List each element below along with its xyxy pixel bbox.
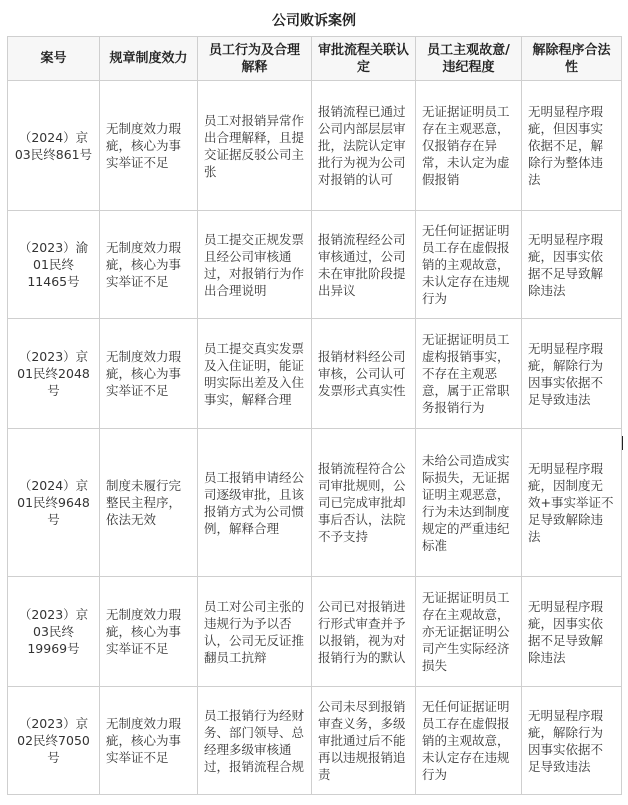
text-cursor [622,436,623,450]
approval-cell: 报销流程符合公司审批规则，公司已完成审批却事后否认，法院不予支持 [312,429,416,577]
approval-cell: 公司已对报销进行形式审查并予以报销，视为对报销行为的默认 [312,577,416,687]
intent-cell: 无任何证据证明员工存在虚假报销的主观故意，未认定存在违规行为 [416,687,522,795]
table-row [8,211,622,319]
case-number-cell: （2023）京01民终2048号 [8,319,100,429]
approval-cell: 报销流程经公司审核通过，公司未在审批阶段提出异议 [312,211,416,319]
table-header-row [8,37,622,81]
approval-cell: 报销材料经公司审核，公司认可发票形式真实性 [312,319,416,429]
table-row [8,687,622,795]
procedure-cell: 无明显程序瑕疵，解除行为因事实依据不足导致违法 [522,687,622,795]
case-document [7,6,621,795]
header-approval: 审批流程关联认定 [312,37,416,81]
table-row [8,577,622,687]
procedure-cell: 无明显程序瑕疵，解除行为因事实依据不足导致违法 [522,319,622,429]
rule-validity-cell: 无制度效力瑕疵，核心为事实举证不足 [100,81,198,211]
behavior-cell: 员工对报销异常作出合理解释，且提交证据反驳公司主张 [198,81,312,211]
rule-validity-cell: 无制度效力瑕疵，核心为事实举证不足 [100,577,198,687]
behavior-cell: 员工对公司主张的违规行为予以否认，公司无反证推翻员工抗辩 [198,577,312,687]
case-number-cell: （2024）京01民终9648号 [8,429,100,577]
case-number-cell: （2023）京02民终7050号 [8,687,100,795]
rule-validity-cell: 制度未履行完整民主程序，依法无效 [100,429,198,577]
case-table [7,36,622,795]
intent-cell: 无证据证明员工存在主观故意，亦无证据证明公司产生实际经济损失 [416,577,522,687]
table-row [8,319,622,429]
case-number-cell: （2024）京03民终861号 [8,81,100,211]
header-rule-validity: 规章制度效力 [100,37,198,81]
table-row [8,429,622,577]
behavior-cell: 员工报销行为经财务、部门领导、总经理多级审核通过，报销流程合规 [198,687,312,795]
intent-cell: 未给公司造成实际损失，无证据证明主观恶意，行为未达到制度规定的严重违纪标准 [416,429,522,577]
procedure-cell: 无明显程序瑕疵，因事实依据不足导致解除违法 [522,577,622,687]
behavior-cell: 员工提交真实发票及入住证明，能证明实际出差及入住事实，解释合理 [198,319,312,429]
approval-cell: 报销流程已通过公司内部层层审批，法院认定审批行为视为公司对报销的认可 [312,81,416,211]
procedure-cell: 无明显程序瑕疵，因制度无效+事实举证不足导致解除违法 [522,429,622,577]
intent-cell: 无证据证明员工存在主观恶意，仅报销存在异常，未认定为虚假报销 [416,81,522,211]
rule-validity-cell: 无制度效力瑕疵，核心为事实举证不足 [100,687,198,795]
behavior-cell: 员工报销申请经公司逐级审批，且该报销方式为公司惯例，解释合理 [198,429,312,577]
case-number-cell: （2023）京03民终19969号 [8,577,100,687]
procedure-cell: 无明显程序瑕疵，因事实依据不足导致解除违法 [522,211,622,319]
header-procedure: 解除程序合法性 [522,37,622,81]
intent-cell: 无证据证明员工虚构报销事实，不存在主观恶意，属于正常职务报销行为 [416,319,522,429]
rule-validity-cell: 无制度效力瑕疵，核心为事实举证不足 [100,319,198,429]
case-number-cell: （2023）渝01民终11465号 [8,211,100,319]
rule-validity-cell: 无制度效力瑕疵，核心为事实举证不足 [100,211,198,319]
table-title: 公司败诉案例 [272,13,356,29]
behavior-cell: 员工提交正规发票且经公司审核通过，对报销行为作出合理说明 [198,211,312,319]
header-behavior: 员工行为及合理解释 [198,37,312,81]
header-intent: 员工主观故意/违纪程度 [416,37,522,81]
procedure-cell: 无明显程序瑕疵，但因事实依据不足，解除行为整体违法 [522,81,622,211]
intent-cell: 无任何证据证明员工存在虚假报销的主观故意，未认定存在违规行为 [416,211,522,319]
header-case-no: 案号 [8,37,100,81]
table-row [8,81,622,211]
approval-cell: 公司未尽到报销审查义务，多级审批通过后不能再以违规报销追责 [312,687,416,795]
